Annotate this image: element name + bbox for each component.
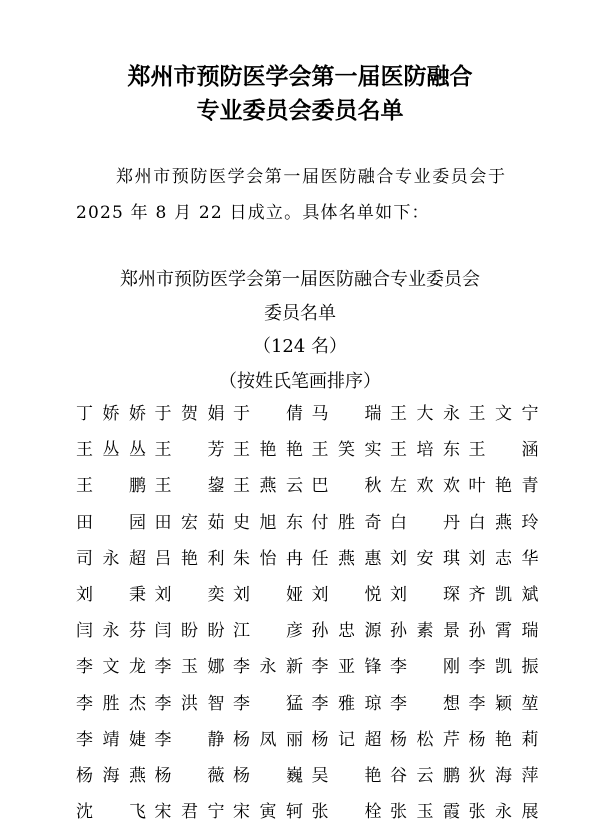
member-name: 王 丛 丛 (76, 440, 146, 461)
member-name: 王 鹏 (76, 476, 146, 497)
member-name: 狄 海 萍 (468, 765, 539, 786)
member-name: 杨 松 芹 (390, 729, 460, 750)
member-name: 江 彦 (233, 621, 303, 642)
member-name: 李 文 龙 (76, 657, 146, 678)
member-name: 张 玉 霞 (390, 802, 460, 823)
member-name: 李 猛 (233, 693, 303, 714)
member-name: 叶 艳 青 (468, 476, 539, 497)
member-count: （124 名） (252, 336, 348, 357)
list-heading-line-2: 委员名单 (264, 303, 336, 324)
member-name: 谷 云 鹏 (390, 765, 460, 786)
member-name: 刘 娅 (233, 584, 303, 605)
member-name: 闫 永 芬 (76, 621, 146, 642)
member-name: 孙 忠 源 (311, 621, 382, 642)
member-name: 杨 巍 (233, 765, 303, 786)
order-note: （按姓氏笔画排序） (219, 371, 381, 392)
member-name: 付 胜 奇 (311, 512, 382, 533)
member-name: 刘 琛 (390, 584, 460, 605)
member-name: 李 玉 娜 (154, 657, 225, 678)
member-name: 于 倩 (233, 404, 303, 424)
member-name: 李 雅 琼 (311, 693, 382, 714)
member-name: 任 燕 惠 (311, 548, 382, 569)
member-name: 杨 记 超 (311, 729, 382, 750)
member-name: 杨 海 燕 (76, 765, 146, 786)
member-name: 李 想 (390, 693, 460, 714)
member-name: 左 欢 欢 (390, 476, 460, 497)
member-name: 宋 君 宁 (154, 802, 225, 823)
member-name: 沈 飞 (76, 802, 146, 823)
member-name: 孙 霄 瑞 (468, 621, 539, 642)
member-name: 王 涵 (468, 440, 539, 461)
document-title-line-2: 专业委员会委员名单 (196, 97, 404, 124)
member-name: 张 栓 (311, 802, 382, 823)
member-name: 王 培 东 (390, 440, 460, 461)
member-name: 闫 盼 盼 (154, 621, 225, 642)
member-name: 王 笑 实 (311, 440, 382, 461)
member-name: 杨 凤 丽 (233, 729, 303, 750)
member-name: 司 永 超 (76, 548, 146, 569)
member-name-grid (76, 401, 546, 835)
member-name: 王 芳 (154, 440, 225, 461)
member-name: 杨 薇 (154, 765, 225, 786)
member-name: 李 靖 婕 (76, 729, 146, 750)
member-name: 齐 凯 斌 (468, 584, 539, 605)
member-name: 吕 艳 利 (154, 548, 225, 569)
member-name: 王 艳 艳 (233, 440, 303, 461)
member-name: 张 永 展 (468, 802, 539, 823)
member-name: 史 旭 东 (233, 512, 303, 533)
member-name: 王 鋆 (154, 476, 225, 497)
intro-paragraph-line-1: 郑州市预防医学会第一届医防融合专业委员会于 (116, 167, 507, 187)
member-name: 刘 奕 (154, 584, 225, 605)
member-name: 李 凯 振 (468, 657, 539, 678)
member-name: 宋 寅 轲 (233, 802, 303, 823)
member-name: 刘 悦 (311, 584, 382, 605)
member-name: 马 瑞 (311, 404, 382, 424)
member-name: 王 燕 云 (233, 476, 303, 497)
member-name: 李 亚 锋 (311, 657, 382, 678)
member-name: 李 颖 堃 (468, 693, 539, 714)
member-name: 李 永 新 (233, 657, 303, 678)
member-name: 杨 艳 莉 (468, 729, 539, 750)
member-name: 刘 安 琪 (390, 548, 460, 569)
member-name: 李 胜 杰 (76, 693, 146, 714)
member-name: 刘 秉 (76, 584, 146, 605)
list-heading-line-1: 郑州市预防医学会第一届医防融合专业委员会 (120, 269, 480, 290)
member-name: 李 洪 智 (154, 693, 225, 714)
member-name: 李 刚 (390, 657, 460, 678)
member-name: 丁 娇 娇 (76, 404, 146, 424)
member-name: 白 燕 玲 (468, 512, 539, 533)
member-name: 巴 秋 (311, 476, 382, 497)
document-title-line-1: 郑州市预防医学会第一届医防融合 (127, 63, 473, 90)
member-name: 王 大 永 (390, 404, 460, 424)
intro-paragraph-line-2: 2025 年 8 月 22 日成立。具体名单如下： (76, 203, 430, 223)
member-name: 于 贺 娟 (154, 404, 225, 424)
member-name: 孙 素 景 (390, 621, 460, 642)
member-name: 朱 怡 冉 (233, 548, 303, 569)
member-name: 李 静 (154, 729, 225, 750)
member-name: 田 园 (76, 512, 146, 533)
member-name: 白 丹 (390, 512, 460, 533)
member-name: 刘 志 华 (468, 548, 539, 569)
member-name: 吴 艳 (311, 765, 382, 786)
member-name: 王 文 宁 (468, 404, 539, 424)
member-name: 田 宏 茹 (154, 512, 225, 533)
